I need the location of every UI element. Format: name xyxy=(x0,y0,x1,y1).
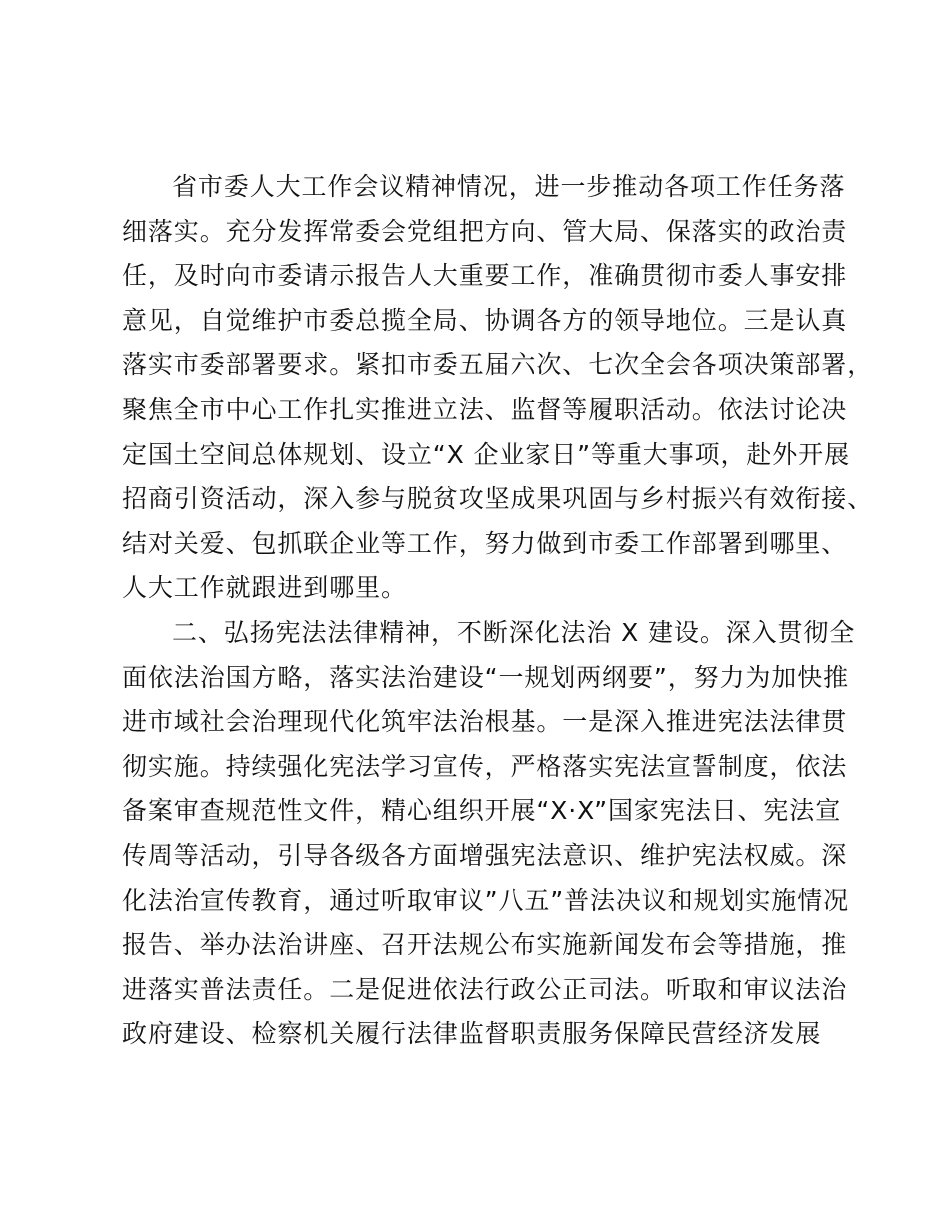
text-line: 进落实普法责任。二是促进依法行政公正司法。听取和审议法治 xyxy=(122,974,848,1004)
text-line: 结对关爱、包抓联企业等工作，努力做到市委工作部署到哪里、 xyxy=(122,528,848,558)
text-line: 意见，自觉维护市委总揽全局、协调各方的领导地位。三是认真 xyxy=(122,305,848,335)
text-line: 聚焦全市中心工作扎实推进立法、监督等履职活动。依法讨论决 xyxy=(122,394,848,424)
text-line: 彻实施。持续强化宪法学习宣传，严格落实宪法宣誓制度，依法 xyxy=(122,751,848,781)
text-line: 化法治宣传教育，通过听取审议”八五”普法决议和规划实施情况 xyxy=(122,885,850,915)
text-line: 省市委人大工作会议精神情况，进一步推动各项工作任务落 xyxy=(172,172,846,201)
text-line: 任，及时向市委请示报告人大重要工作，准确贯彻市委人事安排 xyxy=(122,261,848,291)
text-line: 备案审查规范性文件，精心组织开展“X·X”国家宪法日、宪法宣 xyxy=(122,796,842,826)
text-line: 传周等活动，引导各级各方面增强宪法意识、维护宪法权威。深 xyxy=(122,840,848,870)
text-line: 落实市委部署要求。紧扣市委五届六次、七次全会各项决策部署， xyxy=(122,350,874,380)
text-line: 进市域社会治理现代化筑牢法治根基。一是深入推进宪法法律贯 xyxy=(122,707,848,737)
document-body xyxy=(122,165,874,1057)
text-line: 人大工作就跟进到哪里。 xyxy=(122,573,407,603)
text-line: 二、弘扬宪法法律精神，不断深化法治 X 建设。深入贯彻全 xyxy=(172,617,856,647)
text-line: 报告、举办法治讲座、召开法规公布实施新闻发布会等措施，推 xyxy=(122,930,848,960)
text-line: 面依法治国方略，落实法治建设“一规划两纲要”，努力为加快推 xyxy=(122,662,850,692)
text-line: 定国土空间总体规划、设立“X 企业家日”等重大事项，赴外开展 xyxy=(122,439,850,469)
text-line: 细落实。充分发挥常委会党组把方向、管大局、保落实的政治责 xyxy=(122,216,848,246)
text-line: 政府建设、检察机关履行法律监督职责服务保障民营经济发展 xyxy=(122,1019,822,1049)
text-line: 招商引资活动，深入参与脱贫攻坚成果巩固与乡村振兴有效衔接、 xyxy=(122,484,874,514)
